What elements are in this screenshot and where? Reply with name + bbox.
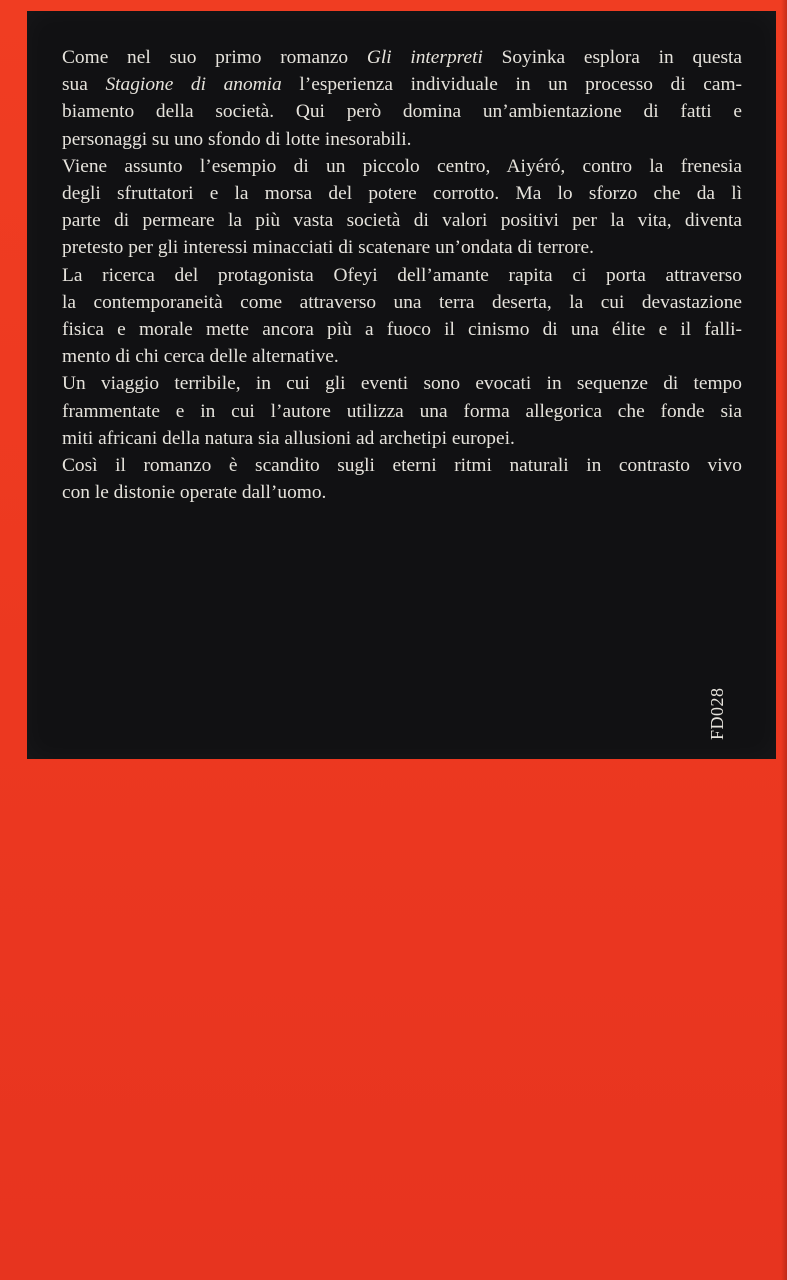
blurb-line <box>62 98 742 125</box>
blurb-line <box>62 398 742 425</box>
blurb-text-run: personaggi su uno sfondo di lotte inesorabili. <box>62 128 412 150</box>
blurb-line <box>62 234 742 261</box>
blurb-line <box>62 71 742 98</box>
blurb-line <box>62 262 742 289</box>
blurb-title-italic: Stagione di anomia <box>105 74 282 96</box>
blurb-line <box>62 289 742 316</box>
blurb-line <box>62 479 742 506</box>
blurb-text-run: sua <box>62 74 106 96</box>
blurb-text-run: parte di permeare la più vasta società di valori positivi per la vita, diventa <box>62 210 742 232</box>
blurb-text-run: la contemporaneità come attraverso una terra deserta, la cui devastazione <box>62 291 742 313</box>
blurb-text-run: frammentate e in cui l’autore utilizza una forma allegorica che fonde sia <box>62 400 742 422</box>
blurb-text-run: pretesto per gli interessi minacciati di scatenare un’ondata di terrore. <box>62 237 594 259</box>
blurb-text-run: degli sfruttatori e la morsa del potere corrotto. Ma lo sforzo che da lì <box>62 183 742 205</box>
blurb-line <box>62 370 742 397</box>
blurb-text-run: biamento della società. Qui però domina un’ambientazione di fatti e <box>62 101 742 123</box>
catalog-code: FD028 <box>707 687 727 740</box>
blurb-text <box>62 44 742 506</box>
blurb-text-run: fisica e morale mette ancora più a fuoco il cinismo di una élite e il falli- <box>62 319 742 341</box>
blurb-text-run: mento di chi cerca delle alternative. <box>62 346 339 368</box>
blurb-text-run: miti africani della natura sia allusioni ad archetipi europei. <box>62 427 515 449</box>
blurb-text-run: con le distonie operate dall’uomo. <box>62 482 327 504</box>
blurb-line <box>62 425 742 452</box>
blurb-line <box>62 207 742 234</box>
blurb-title-italic: Gli interpreti <box>366 47 483 68</box>
blurb-text-run: La ricerca del protagonista Ofeyi dell’amante rapita ci porta attraverso <box>62 264 742 286</box>
blurb-text-run: Un viaggio terribile, in cui gli eventi sono evocati in sequenze di tempo <box>62 373 742 395</box>
blurb-line <box>62 343 742 370</box>
blurb-line <box>62 316 742 343</box>
blurb-line <box>62 180 742 207</box>
blurb-text-run: Così il romanzo è scandito sugli eterni ritmi naturali in contrasto vivo <box>62 455 742 477</box>
blurb-text-run: l’esperienza individuale in un processo di cam- <box>281 74 742 96</box>
blurb-panel <box>27 11 776 759</box>
blurb-line <box>62 44 742 71</box>
blurb-text-run: Viene assunto l’esempio di un piccolo centro, Aiyéró, contro la frenesia <box>62 155 742 177</box>
blurb-text-run: Come nel suo primo romanzo <box>62 47 367 68</box>
blurb-text-run: Soyinka esplora in questa <box>482 47 742 68</box>
cover-edge-shadow <box>781 0 787 1280</box>
blurb-line <box>62 126 742 153</box>
blurb-line <box>62 452 742 479</box>
blurb-line <box>62 153 742 180</box>
